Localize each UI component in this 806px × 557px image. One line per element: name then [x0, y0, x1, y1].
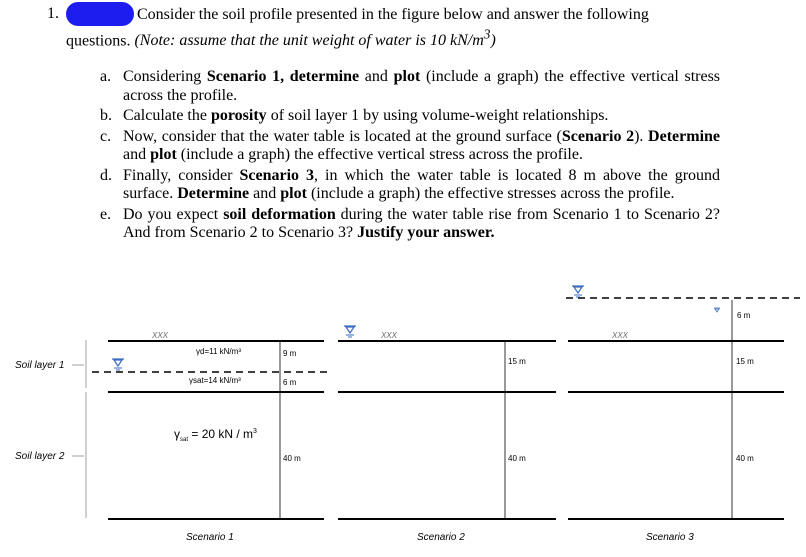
- sub-question-text: Justify your answer.: [357, 224, 495, 241]
- sub-question-text: soil deformation: [223, 205, 336, 223]
- sub-question-text: Now, consider that the water table is located at the ground surface (: [123, 127, 562, 145]
- hatch-s3: XXX: [612, 331, 629, 340]
- sub-question-text: ).: [634, 127, 649, 145]
- sub-question-text: (include a graph) the effective stresses across the profile.: [306, 185, 675, 202]
- sub-question-label: b.: [100, 107, 112, 124]
- sub-question-label: c.: [100, 127, 112, 145]
- sub-question-text: (include a graph) the effective vertical stress across the profile.: [176, 146, 583, 163]
- sub-question-text: and: [123, 146, 151, 163]
- scenario-2-label: Scenario 2: [417, 532, 465, 543]
- sub-question-text: (include a graph) the effective vertical stress across the profile.: [123, 68, 721, 104]
- sub-question-text: Scenario 3: [239, 166, 315, 184]
- gamma-sat-layer2-label: $\gamma_{sat} = 20$ kN / $m^3$: [174, 427, 257, 443]
- sub-question-text: Finally, consider: [123, 166, 240, 184]
- dim-6m-s3: 6 m: [737, 311, 751, 320]
- small-water-table-icon: [714, 308, 720, 312]
- sub-question-label: a.: [100, 68, 112, 85]
- soil-layer-1-label: Soil layer 1: [15, 360, 65, 371]
- question-line-1: Consider the soil profile presented in the figure below and answer the following: [137, 6, 649, 23]
- sub-question-label: e.: [100, 205, 112, 223]
- dim-9m: 9 m: [283, 349, 297, 358]
- sub-question-text: Determine: [648, 127, 721, 145]
- hatch-s2: XXX: [381, 331, 398, 340]
- sub-question-text: and: [359, 68, 394, 85]
- sub-question-text: porosity: [210, 107, 267, 124]
- question-number: 1.: [47, 5, 59, 22]
- sub-question-text: Determine: [177, 185, 250, 202]
- sub-question-label: d.: [100, 166, 112, 184]
- sub-question-text: of soil layer 1 by using volume-weight relationships.: [266, 107, 609, 124]
- scenario-2-profile: [338, 326, 556, 543]
- soil-layer-2-label: Soil layer 2: [15, 451, 65, 462]
- sub-question-text: Calculate the: [123, 107, 211, 124]
- hatch-s1: XXX: [152, 331, 169, 340]
- dim-15m-s2: 15 m: [508, 357, 526, 366]
- sub-question-text: Do you expect: [123, 205, 224, 223]
- dim-40m-s2: 40 m: [508, 454, 526, 463]
- sub-question-text: plot: [280, 185, 307, 202]
- question-note: (Note: assume that the unit weight of water is 10 $kN/m^3$): [134, 27, 496, 50]
- scenario-1-profile: [92, 331, 330, 543]
- gamma-d-label: γd=11 kN/m³: [196, 347, 241, 356]
- dim-40m-s3: 40 m: [736, 454, 754, 463]
- sub-question-text: plot: [393, 68, 421, 85]
- sub-question-text: Scenario 2: [561, 127, 635, 145]
- gamma-sat-layer1-label: γsat=14 kN/m³: [189, 376, 241, 385]
- sub-question-text: Scenario 1, determine: [206, 68, 360, 85]
- water-table-icon: [344, 326, 356, 337]
- scenario-3-label: Scenario 3: [646, 532, 694, 543]
- scenario-1-label: Scenario 1: [186, 532, 234, 543]
- sub-question-text: plot: [150, 146, 177, 163]
- dim-40m-s1: 40 m: [283, 454, 301, 463]
- water-table-icon: [112, 359, 124, 370]
- dim-15m-s3: 15 m: [736, 357, 754, 366]
- question-line-2-plain: questions.: [66, 32, 131, 50]
- sub-question-text: and: [249, 185, 281, 202]
- dim-6m-s1: 6 m: [283, 378, 297, 387]
- sub-question-text: , in which the water table is located 8 m above the ground surface.: [123, 166, 721, 202]
- water-table-icon: [572, 286, 584, 297]
- sub-question-text: during the water table rise from Scenario 1 to Scenario 2? And from Scenario 2 to Scenario 3?: [123, 205, 720, 241]
- sub-question-text: Considering: [123, 68, 207, 85]
- scenario-3-profile: [566, 286, 800, 543]
